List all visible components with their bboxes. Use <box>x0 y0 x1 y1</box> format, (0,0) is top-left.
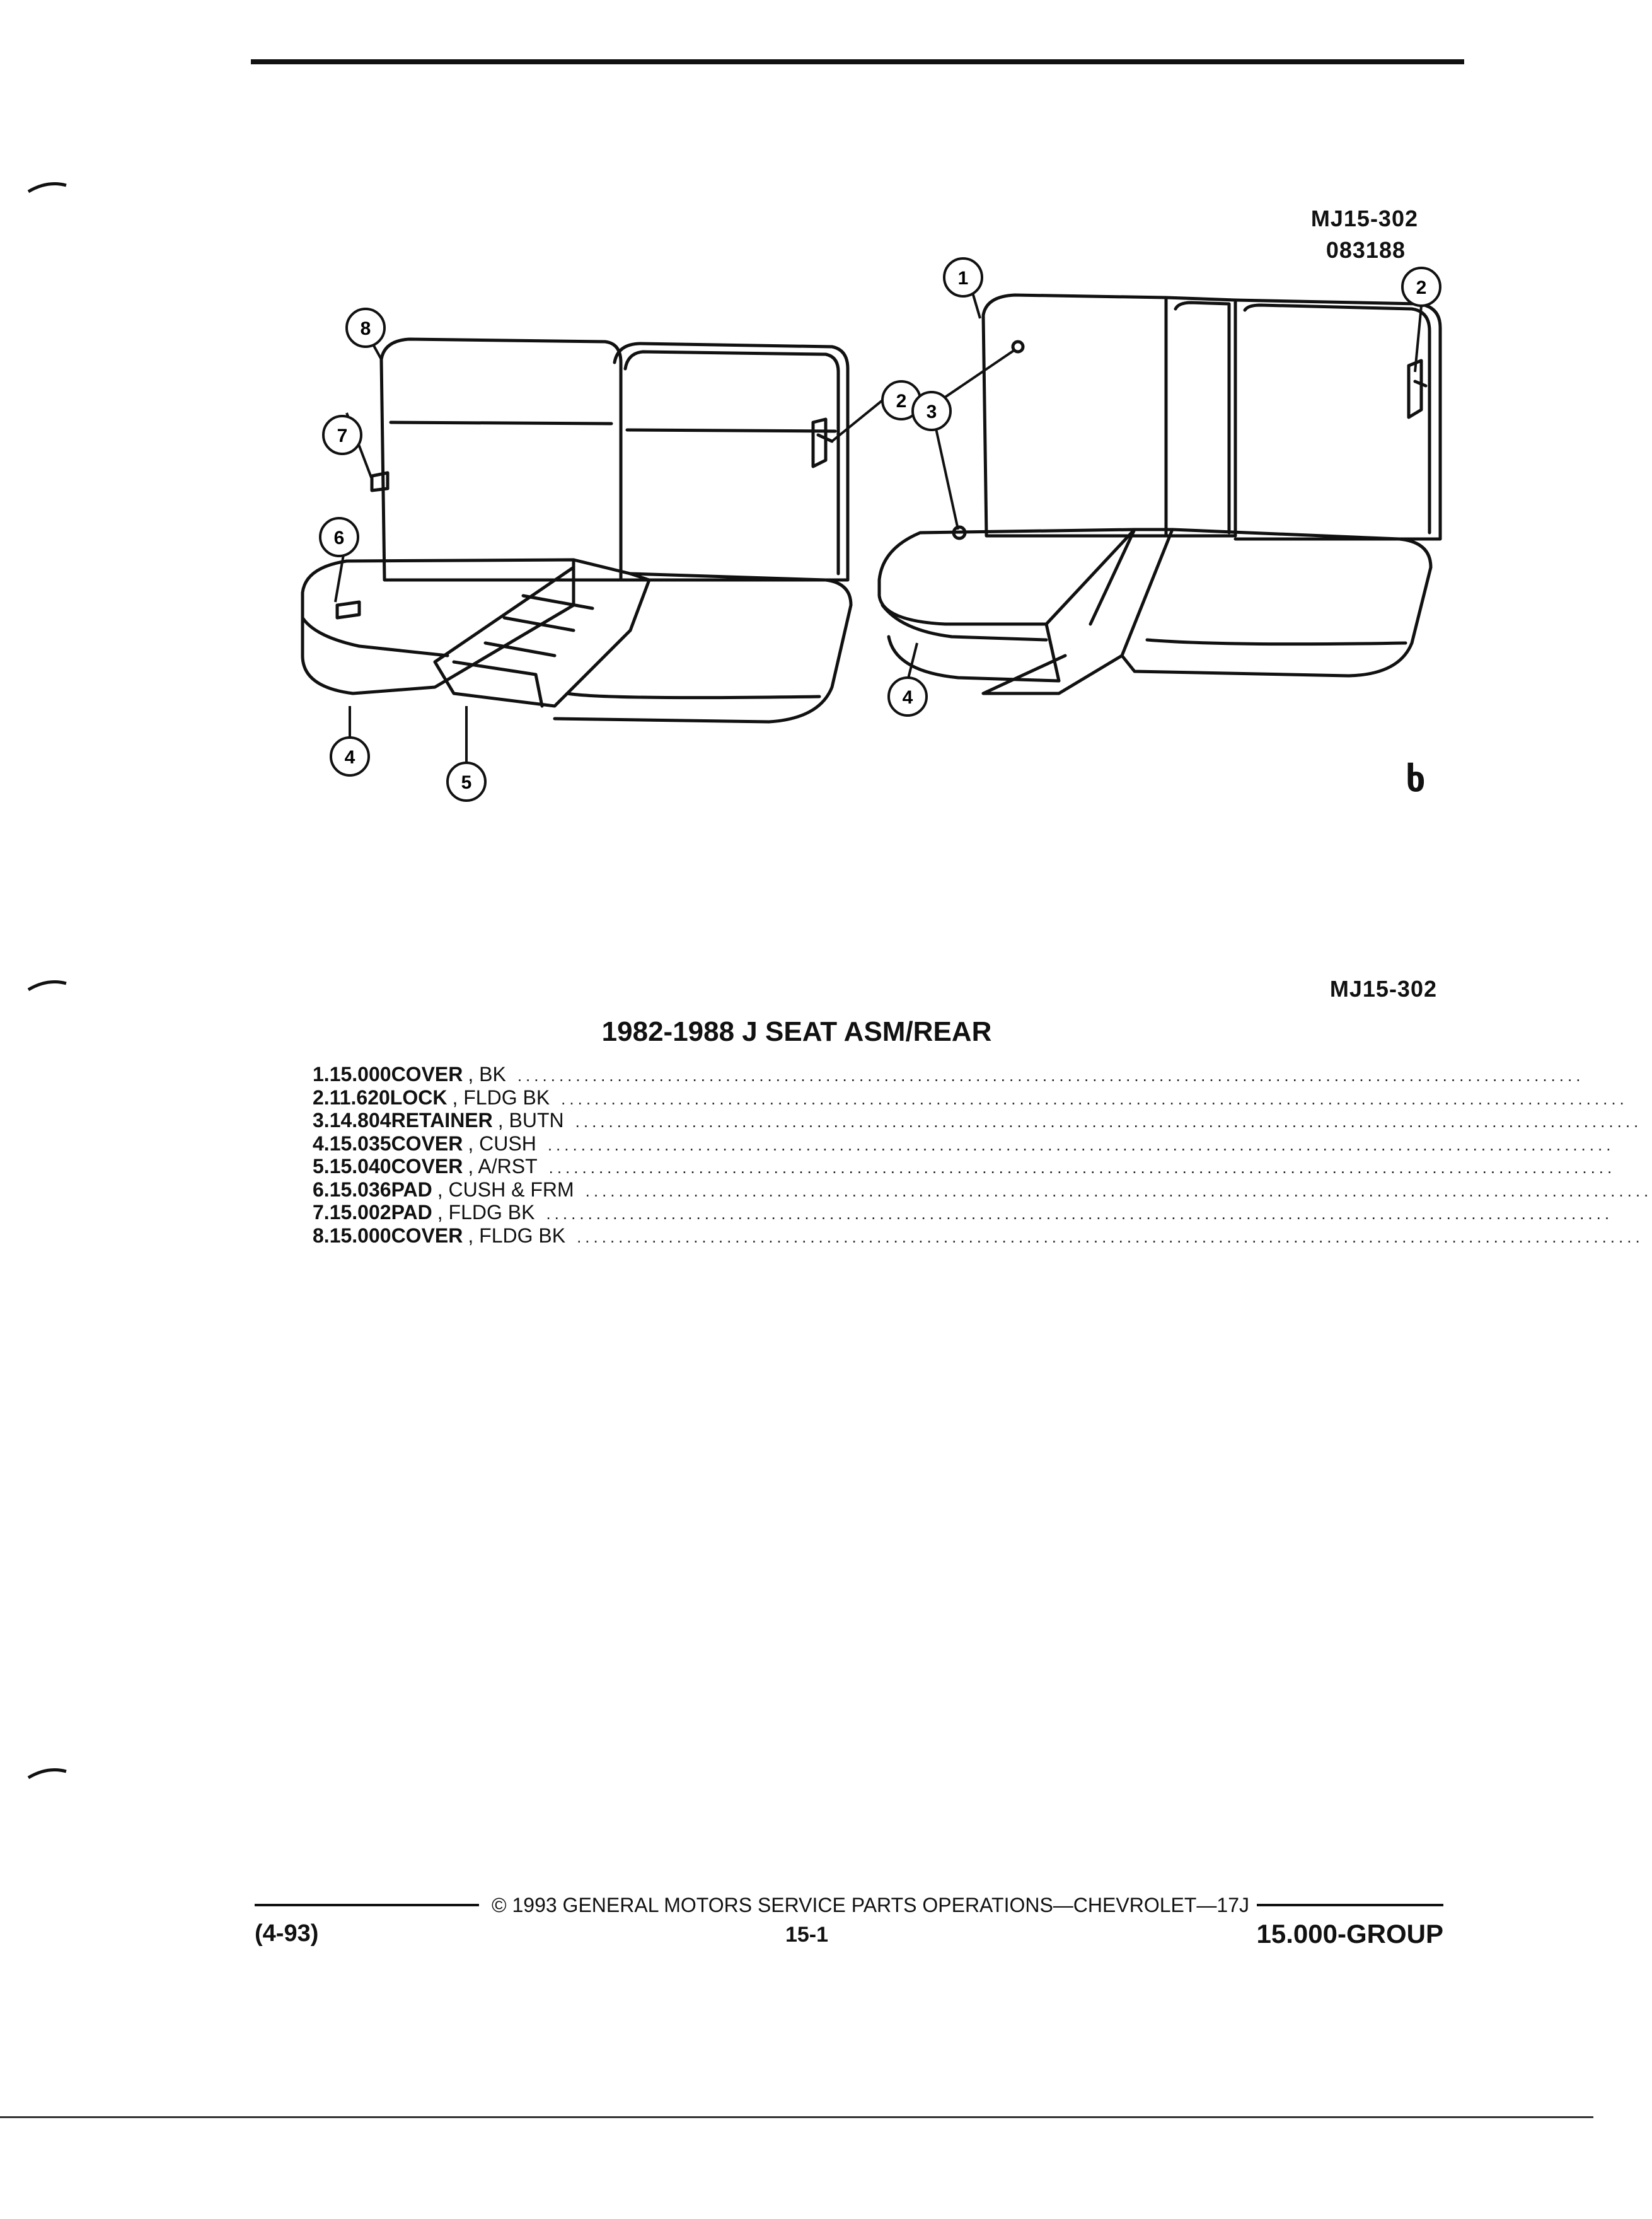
copyright-notice: © 1993 GENERAL MOTORS SERVICE PARTS OPERATIONS—CHEVROLET—17J <box>492 1894 1249 1916</box>
part-group: 14.804 <box>329 1109 391 1132</box>
part-group: 15.040 <box>329 1155 391 1178</box>
parts-row <box>313 1224 1644 1248</box>
part-name: COVER <box>391 1132 463 1155</box>
revision-date: (4-93) <box>255 1920 319 1947</box>
part-description: , A/RST <box>468 1155 538 1178</box>
leader-dots: ................................................................................................................................ <box>548 1158 1616 1177</box>
part-description: , FLDG BK <box>468 1224 566 1247</box>
part-name: COVER <box>391 1224 463 1247</box>
part-description: , FLDG BK <box>452 1086 550 1109</box>
svg-text:4: 4 <box>344 747 355 768</box>
leader-dots: ................................................................................................................................ <box>517 1066 1585 1085</box>
parts-row <box>313 1086 1628 1110</box>
part-name: LOCK <box>390 1086 448 1109</box>
part-name: PAD <box>391 1178 432 1201</box>
callout-4-left <box>331 738 369 775</box>
part-number: 3. <box>313 1109 330 1132</box>
section-title: 1982-1988 J SEAT ASM/REAR <box>601 1016 992 1047</box>
leader-dots: ................................................................................................................................ <box>546 1204 1614 1223</box>
leader-dots: ................................................................................................................................ <box>547 1135 1615 1154</box>
callout-4-right <box>889 678 927 716</box>
top-rule <box>251 59 1464 64</box>
callout-8 <box>347 309 384 347</box>
figure-code: MJ15-302 <box>1310 206 1418 231</box>
part-number: 5. <box>313 1155 330 1178</box>
footer-rule-left <box>255 1904 479 1906</box>
part-description: , BK <box>468 1063 506 1086</box>
figure-date-code: 083188 <box>1326 237 1406 263</box>
seat-diagram <box>277 252 1506 857</box>
svg-text:3: 3 <box>926 402 937 422</box>
part-number: 6. <box>313 1178 330 1201</box>
part-number: 8. <box>313 1224 330 1247</box>
svg-text:1: 1 <box>957 268 969 289</box>
footer-rule-right <box>1257 1904 1443 1906</box>
parts-row <box>313 1063 1585 1086</box>
callout-3 <box>913 392 950 430</box>
svg-text:2: 2 <box>896 391 907 412</box>
part-description: , BUTN <box>497 1109 564 1132</box>
part-group: 15.035 <box>329 1132 391 1155</box>
parts-row <box>313 1178 1652 1202</box>
svg-text:2: 2 <box>1416 277 1427 298</box>
parts-list <box>313 1063 1652 1247</box>
parts-row <box>313 1132 1615 1156</box>
margin-mark-bottom <box>25 1758 69 1783</box>
group-number: 15.000-GROUP <box>1256 1919 1443 1949</box>
part-description: , CUSH <box>468 1132 536 1155</box>
page-number: 15-1 <box>785 1923 829 1947</box>
part-group: 15.036 <box>329 1178 391 1201</box>
bottom-rule <box>0 2116 1593 2118</box>
margin-mark-top <box>25 171 69 197</box>
part-number: 1. <box>313 1063 330 1086</box>
right-seat-illustration <box>879 295 1440 693</box>
part-group: 11.620 <box>329 1086 390 1109</box>
part-group: 15.002 <box>329 1201 391 1224</box>
part-name: RETAINER <box>391 1109 493 1132</box>
svg-text:4: 4 <box>902 687 913 708</box>
leader-dots: ................................................................................................................................ <box>585 1181 1652 1200</box>
svg-text:7: 7 <box>337 426 348 446</box>
part-group: 15.000 <box>329 1224 391 1247</box>
figure-code-bottom: MJ15-302 <box>1329 976 1437 1002</box>
parts-row <box>313 1109 1643 1132</box>
part-description: , FLDG BK <box>437 1201 535 1224</box>
part-number: 2. <box>313 1086 330 1109</box>
svg-text:5: 5 <box>461 772 472 793</box>
leader-dots: ................................................................................................................................ <box>577 1227 1644 1246</box>
leader-dots: ................................................................................................................................ <box>575 1112 1643 1131</box>
margin-mark-middle <box>25 970 69 995</box>
part-description: , CUSH & FRM <box>437 1178 574 1201</box>
callout-6 <box>320 518 358 556</box>
callout-5 <box>448 763 485 801</box>
svg-text:6: 6 <box>333 528 345 548</box>
leader-dots: ................................................................................................................................ <box>561 1089 1628 1108</box>
callout-2-right <box>1402 268 1440 306</box>
parts-row <box>313 1201 1614 1224</box>
callout-1 <box>944 258 982 296</box>
part-name: COVER <box>391 1063 463 1086</box>
part-name: COVER <box>391 1155 463 1178</box>
callout-7 <box>323 416 361 454</box>
left-seat-illustration <box>303 339 851 722</box>
part-group: 15.000 <box>329 1063 391 1086</box>
illustrator-mark: ხ <box>1406 759 1426 800</box>
part-number: 7. <box>313 1201 330 1224</box>
svg-text:8: 8 <box>360 318 371 339</box>
part-name: PAD <box>391 1201 432 1224</box>
part-number: 4. <box>313 1132 330 1155</box>
parts-row <box>313 1155 1616 1178</box>
